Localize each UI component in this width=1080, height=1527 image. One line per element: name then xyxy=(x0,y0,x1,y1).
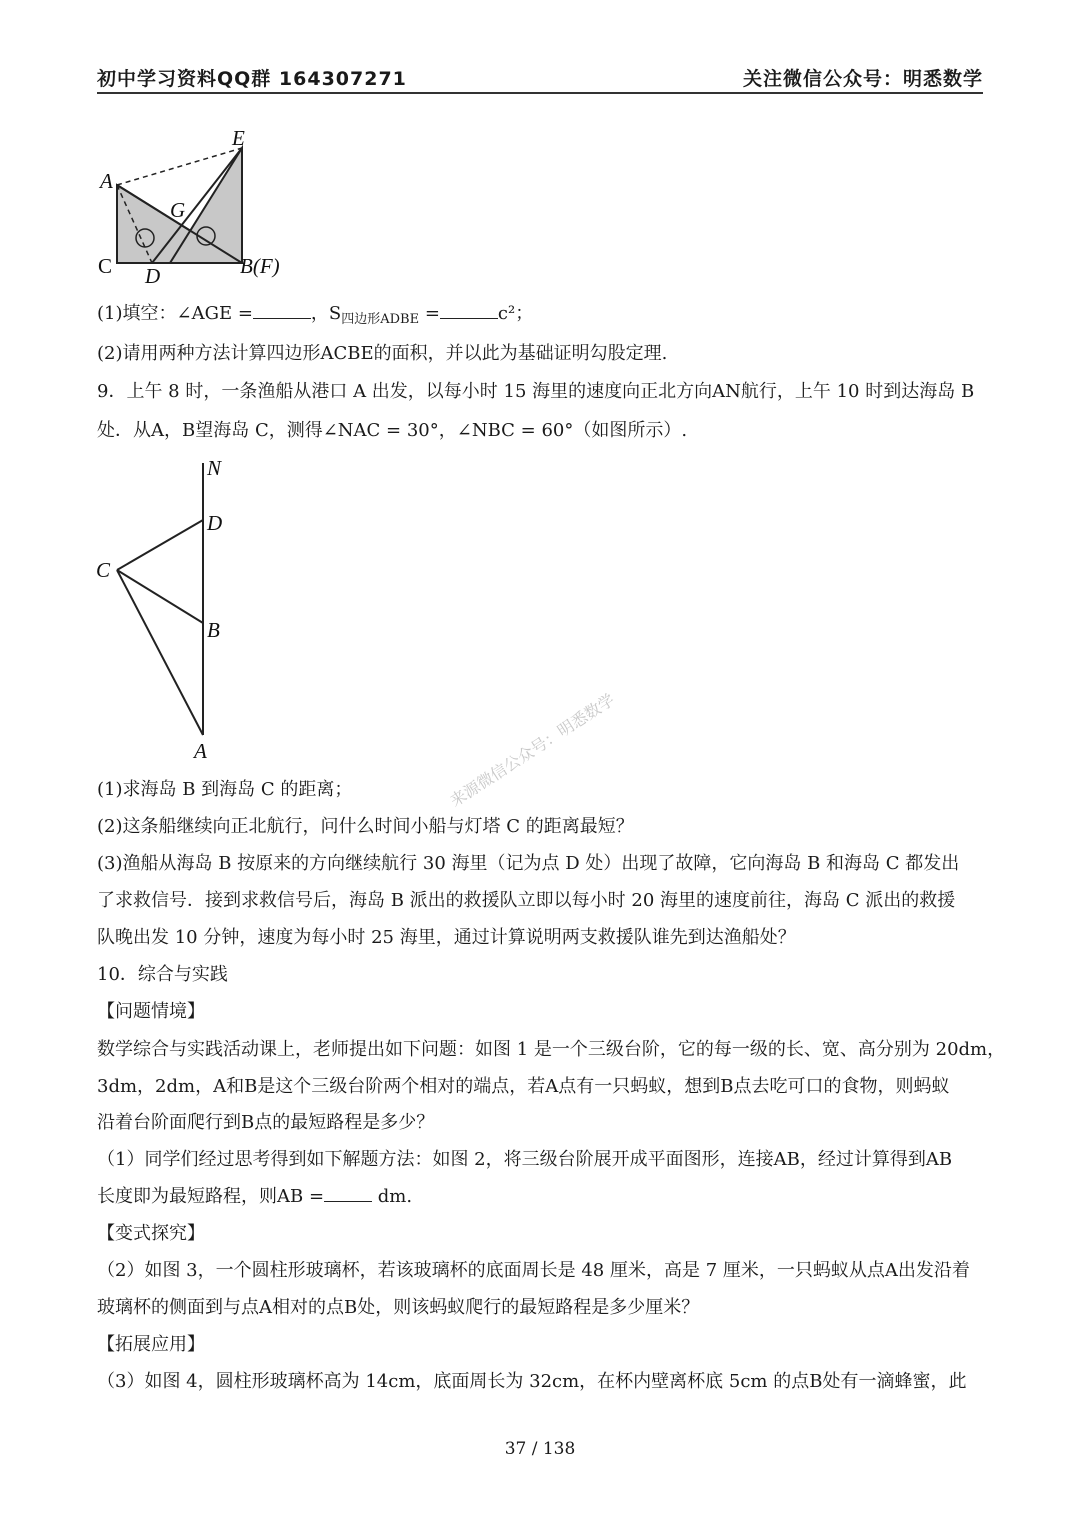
q10-text-line5 xyxy=(97,1185,987,1209)
label-A2: A xyxy=(194,739,207,763)
label-A: A xyxy=(100,169,113,193)
answer-blank-angle[interactable] xyxy=(253,302,311,319)
q9-part3-line3: 队晚出发 10 分钟，速度为每小时 25 海里，通过计算说明两支救援队谁先到达渔船处？ xyxy=(97,927,796,948)
watermark: 来源微信公众号：明悉数学 xyxy=(446,689,619,811)
q10-text-line8: （3）如图 4，圆柱形玻璃杯高为 14cm，底面周长为 32cm，在杯内壁离杯底 5cm 的点B处有一滴蜂蜜，此 xyxy=(97,1371,967,1392)
q10-ab-prefix: 长度即为最短路程，则AB = xyxy=(97,1186,325,1207)
q10-text-line2: 3dm，2dm，A和B是这个三级台阶两个相对的端点，若A点有一只蚂蚁，想到B点去吃可口的食物，则蚂蚁 xyxy=(97,1076,950,1097)
label-D2: D xyxy=(207,511,223,535)
q10-text-line6: （2）如图 3，一个圆柱形玻璃杯，若该玻璃杯的底面周长是 48 厘米，高是 7 厘米，一只蚂蚁从点A出发沿着 xyxy=(97,1260,970,1281)
segment-CA xyxy=(117,570,203,735)
label-D: D xyxy=(145,264,161,288)
q10-text-line3: 沿着台阶面爬行到B点的最短路程是多少？ xyxy=(97,1112,435,1133)
q10-section-variant: 【变式探究】 xyxy=(97,1223,205,1244)
q9-part2: (2)这条船继续向正北航行，问什么时间小船与灯塔 C 的距离最短？ xyxy=(97,816,634,837)
q10-title: 10．综合与实践 xyxy=(97,964,228,985)
header-divider xyxy=(97,92,983,94)
q10-text-line4: （1）同学们经过思考得到如下解题方法：如图 2，将三级台阶展开成平面图形，连接AB，经过计算得到AB xyxy=(97,1149,953,1170)
q8-part1-comma: ，S xyxy=(310,303,342,324)
label-C2: C xyxy=(96,558,111,582)
label-BF: B(F) xyxy=(240,254,280,278)
page-number: 37 / 138 xyxy=(504,1439,576,1459)
q9-part3-line1: (3)渔船从海岛 B 按原来的方向继续航行 30 海里（记为点 D 处）出现了故障，它向海岛 B 和海岛 C 都发出 xyxy=(97,853,960,874)
q9-stem-line1: 9．上午 8 时，一条渔船从港口 A 出发，以每小时 15 海里的速度向正北方向AN航行，上午 10 时到达海岛 B xyxy=(97,381,975,402)
q8-area-subscript: 四边形ADBE xyxy=(341,312,420,327)
q9-stem-line2: 处．从A，B望海岛 C，测得∠NAC = 30°，∠NBC = 60°（如图所示）. xyxy=(97,420,688,441)
q10-text-line7: 玻璃杯的侧面到与点A相对的点B处，则该蚂蚁爬行的最短路程是多少厘米？ xyxy=(97,1297,700,1318)
q10-text-line1: 数学综合与实践活动课上，老师提出如下问题：如图 1 是一个三级台阶，它的每一级的长、宽、高分别为 20dm， xyxy=(97,1039,1006,1060)
q8-part1-prefix: (1)填空：∠AGE = xyxy=(97,303,253,324)
q10-ab-suffix: dm. xyxy=(372,1186,413,1207)
q8-part1-eq: = xyxy=(419,303,440,324)
label-N: N xyxy=(207,456,222,480)
label-B2: B xyxy=(207,618,220,642)
label-G: G xyxy=(170,198,186,222)
label-C: C xyxy=(98,254,113,278)
header-left: 初中学习资料QQ群 164307271 xyxy=(97,68,407,90)
header-right: 关注微信公众号：明悉数学 xyxy=(742,68,983,90)
figure-navigation xyxy=(90,455,250,765)
answer-blank-area[interactable] xyxy=(440,302,498,319)
label-E: E xyxy=(232,126,245,150)
answer-blank-ab[interactable] xyxy=(324,1185,372,1202)
q9-part1: (1)求海岛 B 到海岛 C 的距离； xyxy=(97,779,353,800)
q9-part3-line2: 了求救信号．接到求救信号后，海岛 B 派出的救援队立即以每小时 20 海里的速度前往，海岛 C 派出的救援 xyxy=(97,890,956,911)
q10-section-extension: 【拓展应用】 xyxy=(97,1334,205,1355)
q8-part2: (2)请用两种方法计算四边形ACBE的面积，并以此为基础证明勾股定理. xyxy=(97,343,668,364)
segment-CD xyxy=(117,520,203,570)
q8-part1 xyxy=(97,302,987,332)
q10-section-problem: 【问题情境】 xyxy=(97,1001,205,1022)
q8-part1-tail: c²； xyxy=(497,303,534,324)
figure-quadrilateral xyxy=(90,120,310,290)
